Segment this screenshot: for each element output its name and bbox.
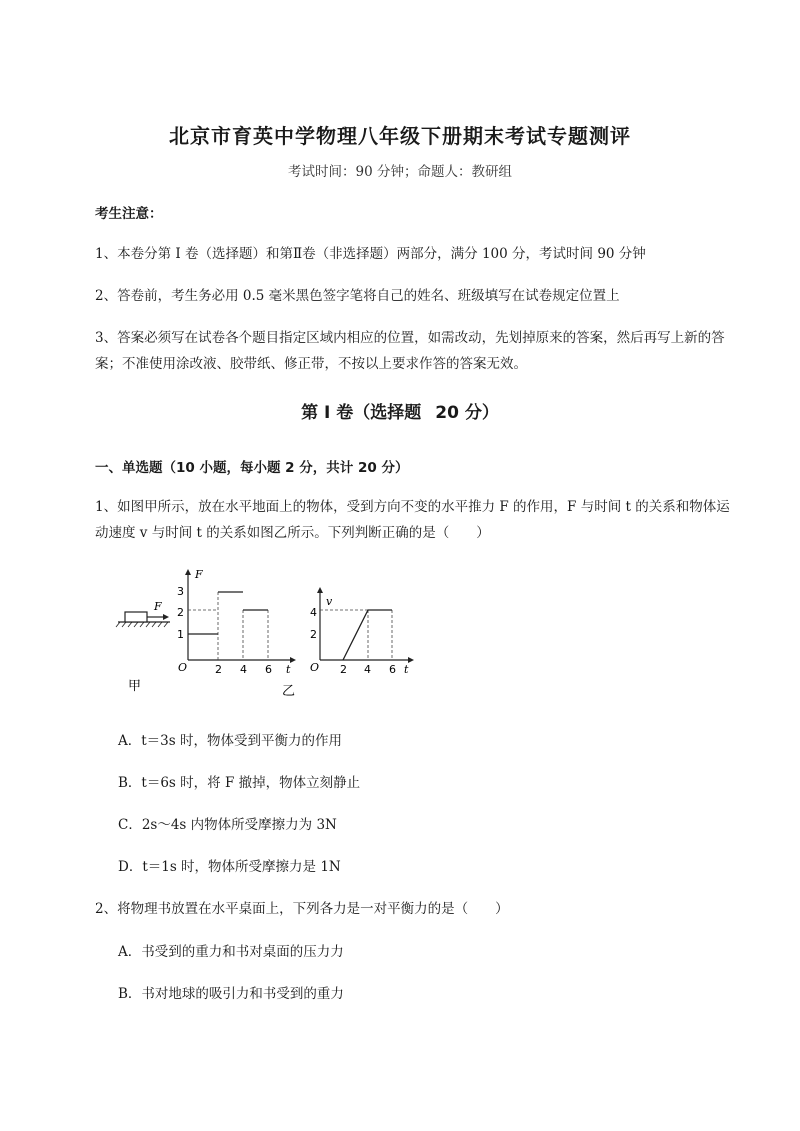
question-1-option-a[interactable]: A．t＝3s 时，物体受到平衡力的作用 xyxy=(118,733,342,749)
section-title-score: 20 分） xyxy=(435,403,499,423)
label-jia: 甲 xyxy=(128,679,142,694)
question-1-figure xyxy=(110,565,430,705)
t-tick-4: 4 xyxy=(240,663,247,676)
question-2-option-a[interactable]: A．书受到的重力和书对桌面的压力力 xyxy=(118,944,344,960)
force-label: F xyxy=(154,600,162,613)
notice-item-2: 2、答卷前，考生务必用 0.5 毫米黑色签字笔将自己的姓名、班级填写在试卷规定位置上 xyxy=(95,288,620,304)
v-tick-2: 2 xyxy=(310,628,317,641)
question-1-option-d[interactable]: D．t＝1s 时，物体所受摩擦力是 1N xyxy=(118,859,341,875)
F-axis-label: F xyxy=(195,568,203,581)
F-tick-1: 1 xyxy=(177,628,184,641)
v-t-line xyxy=(343,610,392,660)
section-title-main: 第 I 卷（选择题 xyxy=(301,403,422,423)
v-axis-label: v xyxy=(326,595,333,608)
v-t-tick-2: 2 xyxy=(340,663,347,676)
F-tick-3: 3 xyxy=(177,585,184,598)
t-axis-label: t xyxy=(286,663,291,676)
t-tick-6: 6 xyxy=(265,663,272,676)
notice-heading: 考生注意： xyxy=(95,206,163,222)
question-2-stem: 2、将物理书放置在水平桌面上，下列各力是一对平衡力的是（ ） xyxy=(95,901,509,917)
v-t-graph xyxy=(310,587,414,676)
v-t-tick-4: 4 xyxy=(364,663,371,676)
v-origin-label: O xyxy=(310,661,320,674)
question-1-stem: 1、如图甲所示，放在水平地面上的物体，受到方向不变的水平推力 F 的作用，F 与时间 t 的关系和物体运动速度 v 与时间 t 的关系如图乙所示。下列判断正确的是（ ） xyxy=(95,499,730,541)
page-title: 北京市育英中学物理八年级下册期末考试专题测评 xyxy=(169,124,631,148)
v-tick-4: 4 xyxy=(310,606,317,619)
t-tick-2: 2 xyxy=(215,663,222,676)
question-2-option-b[interactable]: B．书对地球的吸引力和书受到的重力 xyxy=(118,986,344,1002)
F-t-steps xyxy=(188,592,268,634)
figure-jia xyxy=(116,600,170,694)
F-tick-2: 2 xyxy=(177,606,184,619)
origin-label: O xyxy=(178,661,188,674)
F-t-graph xyxy=(177,568,296,699)
force-arrow-icon xyxy=(163,614,169,620)
exam-info: 考试时间：90 分钟；命题人：教研组 xyxy=(288,164,512,180)
v-t-axis-label: t xyxy=(404,663,409,676)
label-yi: 乙 xyxy=(282,684,296,699)
question-1-option-b[interactable]: B．t＝6s 时，将 F 撤掉，物体立刻静止 xyxy=(118,775,361,791)
notice-item-3: 3、答案必须写在试卷各个题目指定区域内相应的位置，如需改动，先划掉原来的答案，然后再写上新的答案；不准使用涂改液、胶带纸、修正带，不按以上要求作答的答案无效。 xyxy=(95,330,725,372)
v-t-tick-6: 6 xyxy=(389,663,396,676)
part-heading: 一、单选题（10 小题，每小题 2 分，共计 20 分） xyxy=(95,460,409,476)
notice-item-1: 1、本卷分第 I 卷（选择题）和第Ⅱ卷（非选择题）两部分，满分 100 分，考试时间 90 分钟 xyxy=(95,246,646,262)
question-1-option-c[interactable]: C．2s～4s 内物体所受摩擦力为 3N xyxy=(118,817,337,833)
section-title xyxy=(0,398,800,423)
block-object xyxy=(125,612,147,622)
